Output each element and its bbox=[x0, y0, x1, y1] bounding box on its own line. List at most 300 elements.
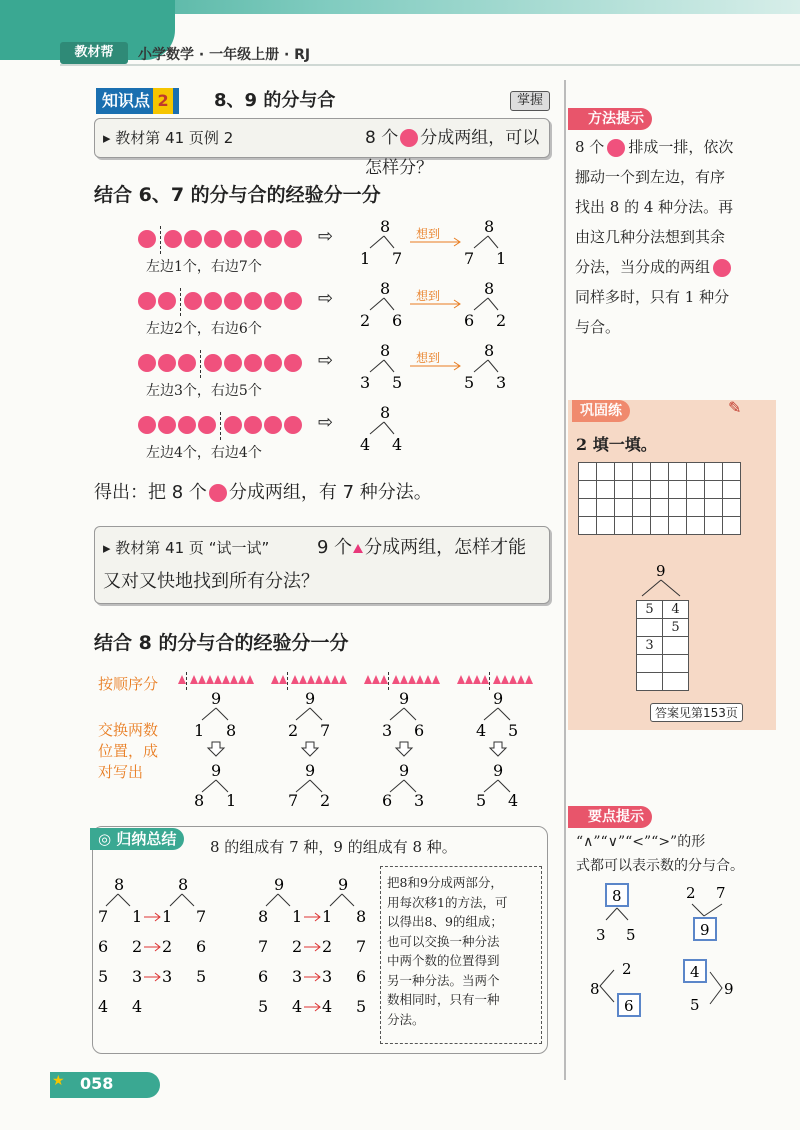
merge-branch bbox=[692, 904, 722, 916]
keypoint-diagrams bbox=[580, 882, 780, 1032]
part-number: 6 bbox=[392, 311, 403, 330]
grid-cell[interactable] bbox=[723, 517, 741, 535]
grid-cell[interactable] bbox=[687, 463, 705, 481]
example-2-question-2: 又对又快地找到所有分法？ bbox=[103, 571, 319, 592]
practice-question: 2 填一填。 bbox=[576, 435, 657, 454]
arrow-label: 想到 bbox=[416, 289, 441, 303]
down-arrow-icon bbox=[302, 742, 318, 756]
swap-label: 交换两数 位置，成 对写出 bbox=[98, 721, 159, 781]
whole-number: 9 bbox=[305, 761, 316, 780]
ball-icon bbox=[264, 354, 282, 372]
split-branch bbox=[170, 894, 194, 906]
whole-number: 9 bbox=[399, 761, 410, 780]
grid-cell[interactable] bbox=[597, 517, 615, 535]
example-1-question: 8 个 分成两组，可以怎样分？ bbox=[365, 128, 540, 178]
part-number: 4 bbox=[392, 435, 403, 454]
ball-icon bbox=[224, 354, 242, 372]
part-number: 6 bbox=[196, 937, 207, 956]
ball-icon bbox=[138, 416, 156, 434]
part-number: 4 bbox=[322, 997, 333, 1016]
part-number: 7 bbox=[464, 249, 475, 268]
arrow-label: 想到 bbox=[416, 227, 441, 241]
part-number: 8 bbox=[194, 791, 205, 810]
summary-diagram bbox=[92, 870, 382, 1050]
part-number: 1 bbox=[496, 249, 507, 268]
down-arrow-icon bbox=[396, 742, 412, 756]
triangle-icon bbox=[457, 675, 465, 684]
whole-number: 9 bbox=[274, 875, 285, 894]
triangle-icon bbox=[299, 675, 307, 684]
ball-icon bbox=[244, 354, 262, 372]
split-branch bbox=[370, 236, 394, 248]
grid-cell[interactable] bbox=[633, 463, 651, 481]
whole-number: 8 bbox=[380, 280, 391, 298]
grid-cell[interactable] bbox=[579, 481, 597, 499]
answer-ref: 答案见第153页 bbox=[650, 703, 743, 722]
split-branch bbox=[106, 894, 130, 906]
whole-number: 8 bbox=[380, 342, 391, 360]
grid-cell[interactable] bbox=[615, 463, 633, 481]
summary-note-line: 以得出8、9的组成； bbox=[387, 914, 503, 929]
split-branch bbox=[484, 780, 510, 792]
arrow-icon: ⇨ bbox=[318, 226, 334, 247]
triangle-icon bbox=[279, 675, 287, 684]
whole-number: 9 bbox=[305, 689, 316, 708]
part-number: 7 bbox=[288, 791, 299, 810]
part-number: 4 bbox=[132, 997, 143, 1016]
ball-icon bbox=[204, 354, 222, 372]
grid-cell[interactable] bbox=[597, 463, 615, 481]
red-arrow bbox=[304, 1003, 320, 1011]
triangle-icon bbox=[509, 675, 517, 684]
grid-cell[interactable] bbox=[669, 481, 687, 499]
ball-icon bbox=[184, 292, 202, 310]
split-label: 左边3个，右边5个 bbox=[146, 383, 262, 399]
part-number: 3 bbox=[360, 373, 371, 392]
split-branch bbox=[390, 780, 416, 792]
triangle-icon bbox=[307, 675, 315, 684]
split-branch bbox=[296, 780, 322, 792]
practice-tag: 巩固练 bbox=[572, 400, 630, 422]
whole-number: 9 bbox=[211, 689, 222, 708]
part-number: 7 bbox=[258, 937, 269, 956]
summary-note-line: 数相同时，只有一种 bbox=[387, 992, 500, 1007]
answer-cell: 5 bbox=[637, 601, 663, 619]
knowledge-title: 8、9 的分与合 bbox=[214, 90, 336, 111]
triangle-icon bbox=[392, 675, 400, 684]
split-branch bbox=[202, 708, 228, 720]
example-1-label: ▸ 教材第 41 页例 2 bbox=[103, 129, 234, 147]
summary-note-line: 分法。 bbox=[387, 1011, 425, 1027]
ball-icon bbox=[138, 292, 156, 310]
ball-icon bbox=[284, 354, 302, 372]
whole-number: 9 bbox=[700, 921, 710, 939]
triangle-icon bbox=[222, 675, 230, 684]
triangle-icon bbox=[501, 675, 509, 684]
triangle-icon bbox=[380, 675, 388, 684]
split-branch bbox=[600, 970, 614, 1002]
column-divider bbox=[564, 80, 566, 1080]
split-label: 左边1个，右边7个 bbox=[146, 259, 262, 275]
ball-icon bbox=[244, 416, 262, 434]
grid-cell[interactable] bbox=[633, 481, 651, 499]
whole-number: 9 bbox=[724, 980, 734, 998]
ball-icon bbox=[264, 416, 282, 434]
part-number: 3 bbox=[162, 967, 173, 986]
part-number: 4 bbox=[508, 791, 519, 810]
part-number: 5 bbox=[508, 721, 519, 740]
header-divider bbox=[60, 64, 800, 66]
grid-cell[interactable] bbox=[723, 499, 741, 517]
pencil-icon: ✎ bbox=[728, 398, 742, 417]
split-branch bbox=[370, 360, 394, 372]
ball-icon bbox=[198, 416, 216, 434]
split-branch bbox=[606, 908, 628, 920]
grid-cell[interactable] bbox=[597, 481, 615, 499]
split-line bbox=[160, 226, 161, 254]
grid-cell[interactable] bbox=[651, 481, 669, 499]
grid-cell[interactable] bbox=[723, 481, 741, 499]
answer-cell: 3 bbox=[637, 637, 663, 655]
red-arrow bbox=[304, 973, 320, 981]
part-number: 7 bbox=[356, 937, 367, 956]
merge-branch bbox=[710, 972, 722, 1004]
grid-cell[interactable] bbox=[633, 499, 651, 517]
red-arrow bbox=[144, 943, 160, 951]
part-number: 6 bbox=[414, 721, 425, 740]
part-number: 5 bbox=[356, 997, 367, 1016]
summary-note-line: 另一种分法。当两个 bbox=[387, 972, 500, 988]
ball-icon bbox=[607, 139, 625, 157]
ball-icon bbox=[264, 292, 282, 310]
keypoint-tag: 要点提示 bbox=[568, 806, 652, 828]
grid-cell[interactable] bbox=[615, 517, 633, 535]
grid-cell[interactable] bbox=[705, 463, 723, 481]
part-number: 4 bbox=[292, 997, 303, 1016]
part-number: 3 bbox=[596, 926, 606, 944]
ball-icon bbox=[224, 230, 242, 248]
ball-icon bbox=[178, 354, 196, 372]
section-heading-2: 结合 8 的分与合的经验分一分 bbox=[94, 632, 349, 654]
part-number: 1 bbox=[292, 907, 303, 926]
part-number: 3 bbox=[132, 967, 143, 986]
summary-note-box bbox=[380, 866, 542, 1044]
ball-icon bbox=[158, 416, 176, 434]
brand-tag: 教材帮 bbox=[60, 42, 128, 64]
answer-cell[interactable] bbox=[663, 673, 689, 691]
split-branch bbox=[370, 298, 394, 310]
grid-cell[interactable] bbox=[705, 481, 723, 499]
ball-icon bbox=[158, 292, 176, 310]
part-number: 6 bbox=[624, 997, 634, 1015]
arrow-icon: ⇨ bbox=[318, 350, 334, 371]
grid-cell[interactable] bbox=[687, 517, 705, 535]
part-number: 2 bbox=[292, 937, 303, 956]
part-number: 7 bbox=[716, 884, 726, 902]
triangle-icon bbox=[339, 675, 347, 684]
part-number: 3 bbox=[292, 967, 303, 986]
triangle-icon bbox=[246, 675, 254, 684]
split-line bbox=[180, 288, 181, 316]
part-number: 1 bbox=[162, 907, 173, 926]
whole-number: 8 bbox=[484, 280, 495, 298]
summary-note-line: 用每次移1的方法，可 bbox=[387, 894, 508, 910]
example-2-label: ▸ 教材第 41 页 “试一试” bbox=[103, 539, 270, 557]
part-number: 7 bbox=[98, 907, 109, 926]
knowledge-tag: 知识点 2 bbox=[96, 88, 179, 114]
triangle-icon bbox=[473, 675, 481, 684]
ball-icon bbox=[400, 129, 418, 147]
order-label: 按顺序分 bbox=[98, 675, 159, 693]
split-branch bbox=[474, 360, 498, 372]
ball-icon bbox=[158, 354, 176, 372]
ball-icon bbox=[209, 484, 227, 502]
ball-icon bbox=[264, 230, 282, 248]
part-number: 2 bbox=[686, 884, 696, 902]
part-number: 4 bbox=[476, 721, 487, 740]
whole-number: 9 bbox=[338, 875, 349, 894]
conclusion: 得出：把 8 个 分成两组，有 7 种分法。 bbox=[94, 482, 432, 503]
split-branch bbox=[266, 894, 290, 906]
part-number: 3 bbox=[322, 967, 333, 986]
grid-cell[interactable] bbox=[687, 481, 705, 499]
split-diagram bbox=[350, 342, 540, 398]
part-number: 2 bbox=[162, 937, 173, 956]
part-number: 4 bbox=[690, 963, 700, 981]
knowledge-number: 2 bbox=[153, 88, 173, 114]
grid-cell[interactable] bbox=[705, 517, 723, 535]
book-title: 小学数学 · 一年级上册 · RJ bbox=[138, 47, 311, 63]
whole-number: 8 bbox=[590, 980, 600, 998]
ball-icon bbox=[178, 416, 196, 434]
split-branch bbox=[370, 422, 394, 434]
red-arrow bbox=[304, 913, 320, 921]
split-diagram bbox=[350, 218, 540, 274]
triangle-icon bbox=[465, 675, 473, 684]
example-box-1 bbox=[94, 118, 550, 178]
part-number: 2 bbox=[288, 721, 299, 740]
grid-cell[interactable] bbox=[705, 499, 723, 517]
part-number: 8 bbox=[226, 721, 237, 740]
grid-cell[interactable] bbox=[597, 499, 615, 517]
part-number: 5 bbox=[690, 996, 700, 1014]
whole-number: 8 bbox=[484, 342, 495, 360]
grid-cell[interactable] bbox=[579, 499, 597, 517]
part-number: 6 bbox=[382, 791, 393, 810]
whole-number: 9 bbox=[493, 689, 504, 708]
answer-cell[interactable] bbox=[663, 655, 689, 673]
part-number: 1 bbox=[360, 249, 371, 268]
whole-number: 8 bbox=[380, 218, 391, 236]
split-branch bbox=[642, 580, 680, 596]
example-box-2 bbox=[94, 526, 550, 604]
red-arrow bbox=[304, 943, 320, 951]
ball-icon bbox=[224, 292, 242, 310]
split-line bbox=[220, 412, 221, 440]
triangle-icon bbox=[517, 675, 525, 684]
triangle-icon bbox=[424, 675, 432, 684]
triangle-icon bbox=[364, 675, 372, 684]
page-number: 058 bbox=[80, 1074, 114, 1093]
ball-icon bbox=[138, 354, 156, 372]
ball-icon bbox=[138, 230, 156, 248]
split-label: 左边4个，右边4个 bbox=[146, 445, 262, 461]
grid-cell[interactable] bbox=[687, 499, 705, 517]
answer-cell[interactable] bbox=[637, 673, 663, 691]
grid-cell[interactable] bbox=[633, 517, 651, 535]
triangle-icon bbox=[408, 675, 416, 684]
triangle-icon bbox=[315, 675, 323, 684]
red-arrow bbox=[144, 973, 160, 981]
part-number: 2 bbox=[622, 960, 632, 978]
whole-number: 8 bbox=[612, 887, 622, 905]
triangle-icon bbox=[271, 675, 279, 684]
triangle-icon bbox=[190, 675, 198, 684]
part-number: 6 bbox=[356, 967, 367, 986]
part-number: 8 bbox=[258, 907, 269, 926]
answer-cell: 4 bbox=[663, 601, 689, 619]
answer-cell[interactable] bbox=[637, 655, 663, 673]
method-text: 8 个 排成一排，依次 挪动一个到左边，有序 找出 8 的 4 种分法。再 由这几种分法想到其余 分法，当分成的两组 同样多时，只有 1 种分 与合。 bbox=[575, 138, 734, 336]
summary-note-line: 中两个数的位置得到 bbox=[387, 953, 500, 968]
split-branch bbox=[330, 894, 354, 906]
grid-cell[interactable] bbox=[651, 463, 669, 481]
section-heading-1: 结合 6、7 的分与合的经验分一分 bbox=[94, 184, 381, 206]
grid-cell[interactable] bbox=[669, 517, 687, 535]
ball-icon bbox=[713, 259, 731, 277]
whole-number: 9 bbox=[211, 761, 222, 780]
triangle-icon bbox=[331, 675, 339, 684]
split-branch bbox=[474, 298, 498, 310]
whole-number: 9 bbox=[656, 562, 666, 580]
part-number: 2 bbox=[320, 791, 331, 810]
ball-icon bbox=[204, 230, 222, 248]
split-label: 左边2个，右边6个 bbox=[146, 321, 262, 337]
whole-number: 8 bbox=[380, 404, 391, 422]
grid-cell[interactable] bbox=[615, 481, 633, 499]
split-branch bbox=[390, 708, 416, 720]
split-diagram bbox=[350, 280, 540, 336]
ball-icon bbox=[224, 416, 242, 434]
summary-note-line: 也可以交换一种分法 bbox=[387, 933, 500, 949]
ball-icon bbox=[164, 230, 182, 248]
summary-text: 8 的组成有 7 种，9 的组成有 8 种。 bbox=[210, 838, 457, 856]
answer-cell[interactable] bbox=[663, 637, 689, 655]
part-number: 6 bbox=[258, 967, 269, 986]
nine-splits-diagram bbox=[170, 688, 560, 812]
knowledge-title-bar bbox=[96, 88, 550, 114]
example-2-question: 9 个 分成两组，怎样才能 bbox=[317, 537, 527, 558]
down-arrow-icon bbox=[490, 742, 506, 756]
part-number: 6 bbox=[98, 937, 109, 956]
part-number: 7 bbox=[196, 907, 207, 926]
part-number: 5 bbox=[258, 997, 269, 1016]
triangle-icon bbox=[230, 675, 238, 684]
triangle-icon bbox=[291, 675, 299, 684]
grid-cell[interactable] bbox=[723, 463, 741, 481]
triangle-icon bbox=[416, 675, 424, 684]
triangle-icon bbox=[372, 675, 380, 684]
split-line bbox=[200, 350, 201, 378]
part-number: 1 bbox=[194, 721, 205, 740]
ball-icon bbox=[284, 416, 302, 434]
part-number: 2 bbox=[322, 937, 333, 956]
triangle-icon bbox=[214, 675, 222, 684]
arrow-icon: ⇨ bbox=[318, 288, 334, 309]
ball-icon bbox=[244, 230, 262, 248]
answer-cell[interactable] bbox=[637, 619, 663, 637]
grid-cell[interactable] bbox=[579, 517, 597, 535]
part-number: 8 bbox=[356, 907, 367, 926]
ball-icon bbox=[204, 292, 222, 310]
triangle-icon bbox=[400, 675, 408, 684]
part-number: 2 bbox=[132, 937, 143, 956]
triangle-icon bbox=[178, 675, 186, 684]
triangle-icon bbox=[238, 675, 246, 684]
whole-number: 9 bbox=[399, 689, 410, 708]
split-branch bbox=[474, 236, 498, 248]
triangle-icon bbox=[206, 675, 214, 684]
whole-number: 8 bbox=[114, 875, 125, 894]
method-tag: 方法提示 bbox=[568, 108, 652, 130]
part-number: 3 bbox=[496, 373, 507, 392]
summary-tag: ◎ 归纳总结 bbox=[90, 828, 184, 850]
part-number: 1 bbox=[132, 907, 143, 926]
practice-split-diagram bbox=[620, 562, 720, 598]
triangle-icon bbox=[493, 675, 501, 684]
ball-icon bbox=[284, 292, 302, 310]
part-number: 5 bbox=[476, 791, 487, 810]
part-number: 5 bbox=[98, 967, 109, 986]
part-number: 1 bbox=[322, 907, 333, 926]
part-number: 2 bbox=[496, 311, 507, 330]
part-number: 4 bbox=[360, 435, 371, 454]
keypoint-text: “∧”“∨”“<”“>”的形 式都可以表示数的分与合。 bbox=[576, 834, 744, 874]
split-branch bbox=[296, 708, 322, 720]
practice-table bbox=[636, 600, 689, 691]
triangle-icon bbox=[323, 675, 331, 684]
grid-cell[interactable] bbox=[615, 499, 633, 517]
whole-number: 9 bbox=[493, 761, 504, 780]
triangle-icon bbox=[198, 675, 206, 684]
grid-cell[interactable] bbox=[651, 499, 669, 517]
part-number: 7 bbox=[320, 721, 331, 740]
ball-icon bbox=[244, 292, 262, 310]
grid-cell[interactable] bbox=[579, 463, 597, 481]
whole-number: 8 bbox=[484, 218, 495, 236]
part-number: 7 bbox=[392, 249, 403, 268]
writing-grid bbox=[578, 462, 741, 535]
part-number: 5 bbox=[464, 373, 475, 392]
ball-icon bbox=[284, 230, 302, 248]
ball-icon bbox=[184, 230, 202, 248]
part-number: 5 bbox=[196, 967, 207, 986]
part-number: 2 bbox=[360, 311, 371, 330]
star-icon: ★ bbox=[52, 1073, 65, 1089]
grid-cell[interactable] bbox=[669, 463, 687, 481]
red-arrow bbox=[144, 913, 160, 921]
down-arrow-icon bbox=[208, 742, 224, 756]
arrow-icon: ⇨ bbox=[318, 412, 334, 433]
part-number: 4 bbox=[98, 997, 109, 1016]
grid-cell[interactable] bbox=[651, 517, 669, 535]
part-number: 6 bbox=[464, 311, 475, 330]
mastery-badge: 掌握 bbox=[510, 91, 550, 111]
part-number: 3 bbox=[382, 721, 393, 740]
part-number: 3 bbox=[414, 791, 425, 810]
grid-cell[interactable] bbox=[669, 499, 687, 517]
part-number: 1 bbox=[226, 791, 237, 810]
